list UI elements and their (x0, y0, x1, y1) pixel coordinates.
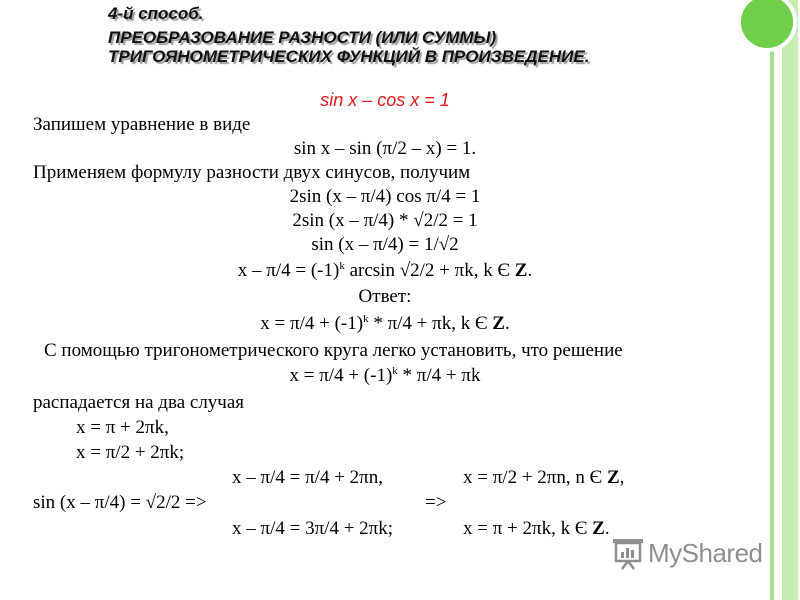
formula-line: 2sin (x – π/4) * √2/2 = 1 (292, 210, 478, 231)
case-line: x = π + 2πk, (76, 417, 169, 438)
logo-text: MyShared (648, 538, 763, 568)
case-line: x – π/4 = 3π/4 + 2πk; (232, 518, 394, 539)
case-line: sin (x – π/4) = √2/2 => (33, 492, 207, 513)
text-line: Применяем формулу разности двух синусов, получим (33, 162, 471, 183)
case-line: x – π/4 = π/4 + 2πn, (232, 467, 384, 488)
case-line: x = π/2 + 2πk; (76, 442, 185, 463)
text-line: С помощью тригонометрического круга легко установить, что решение (44, 340, 623, 361)
case-line: x = π/2 + 2πn, n Є Z, (463, 467, 625, 488)
right-stripe-wide (782, 0, 798, 600)
formula-line: sin (x – π/4) = 1/√2 (311, 234, 459, 255)
myshared-logo (608, 533, 768, 573)
right-stripe-thin (770, 0, 774, 600)
formula-line: $x = \pi/4 + (-1)^k * \pi/4 + \pi k$ (289, 365, 481, 386)
text-line: Запишем уравнение в виде (33, 114, 251, 135)
title-line-2: ТРИГОЯНОМЕТРИЧЕСКИХ ФУНКЦИЙ В ПРОИЗВЕДЕНИЕ. (108, 47, 590, 66)
text-line: распадается на два случая (33, 392, 245, 413)
answer-line: $x = \pi/4 + (-1)^k * \pi/4 + \pi k$, k Є Z. (260, 313, 510, 334)
implication-arrow: => (425, 492, 447, 513)
presentation-icon (610, 535, 646, 571)
answer-label: Ответ: (358, 286, 412, 307)
formula-line: sin x – sin (π/2 – x) = 1. (293, 138, 477, 159)
main-equation: sin x – cos x = 1 (320, 90, 450, 110)
method-heading: 4-й способ. (108, 4, 204, 23)
formula-line: 2sin (x – π/4) cos π/4 = 1 (289, 186, 481, 207)
title-line-1: ПРЕОБРАЗОВАНИЕ РАЗНОСТИ (ИЛИ СУММЫ) (108, 28, 497, 47)
general-solution-line: $x - \pi/4 = (-1)^k$ arcsin √2/2 + πk, k Є Z. (237, 260, 533, 281)
case-line: x = π + 2πk, k Є Z. (463, 518, 610, 539)
